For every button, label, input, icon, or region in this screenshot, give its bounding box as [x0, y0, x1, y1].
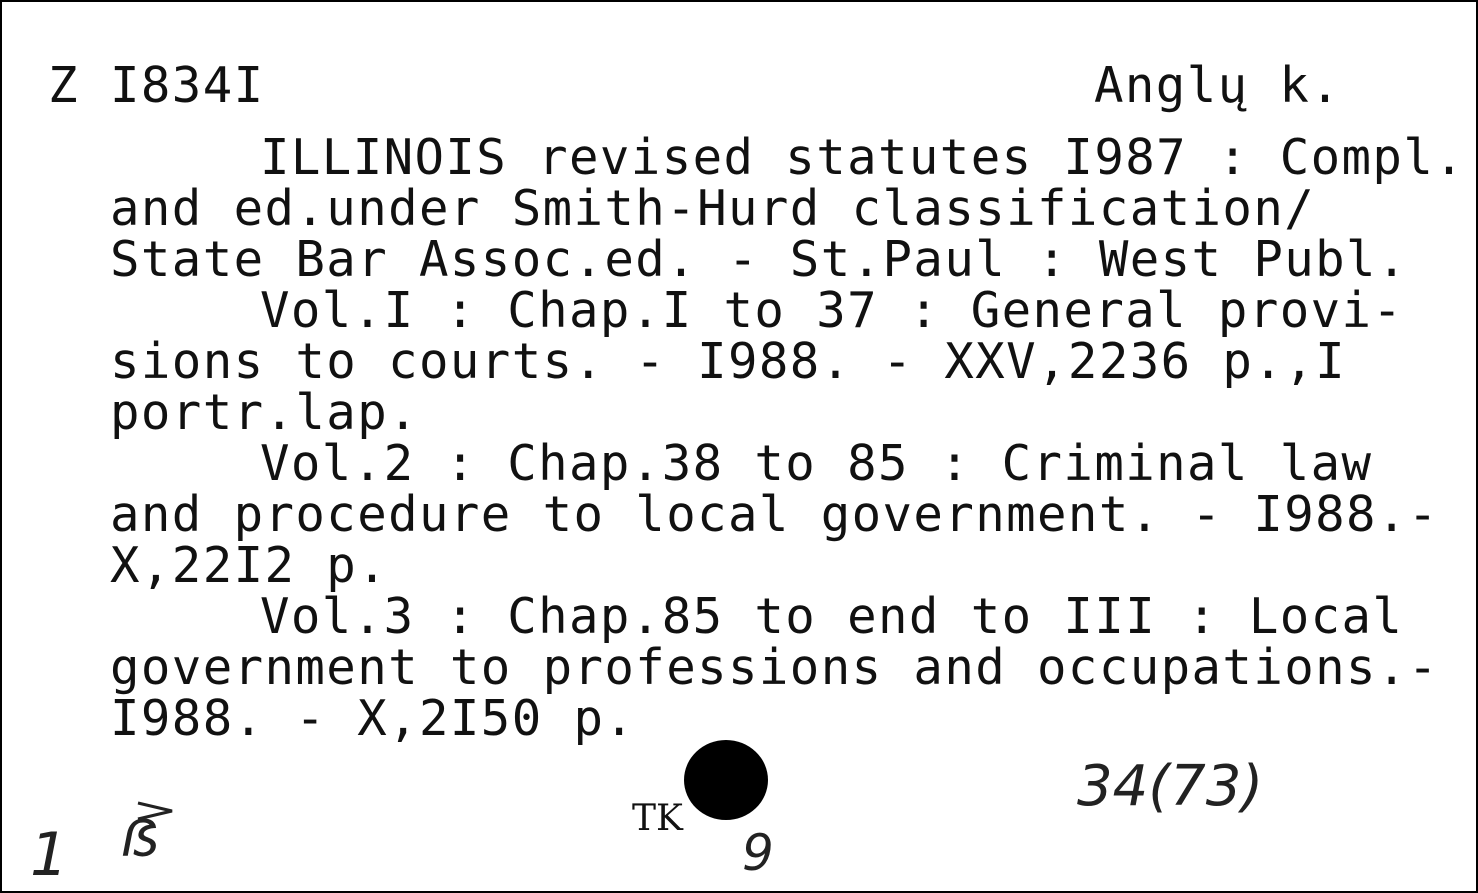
call-number: I834I — [110, 57, 265, 114]
body-line: and procedure to local government. - I988.- — [110, 486, 1439, 543]
call-number-prefix: Z — [48, 57, 79, 114]
body-line: and ed.under Smith-Hurd classification/ — [110, 180, 1316, 237]
handwritten-digit: 9 — [742, 824, 774, 882]
body-line: X,22I2 p. — [110, 537, 389, 594]
body-line: ILLINOIS revised statutes I987 : Compl. — [260, 129, 1466, 186]
body-line: portr.lap. — [110, 384, 420, 441]
body-line: Vol.2 : Chap.38 to 85 : Criminal law — [260, 435, 1373, 492]
punched-hole-mark — [682, 736, 782, 836]
stamp-label: TK — [632, 798, 683, 839]
body-line: State Bar Assoc.ed. - St.Paul : West Publ. — [110, 231, 1408, 288]
body-line: sions to courts. - I988. - XXV,2236 p.,I — [110, 333, 1347, 390]
handwritten-reference: 34(73) — [1077, 754, 1264, 819]
handwritten-count: 1 — [30, 820, 69, 890]
body-line: government to professions and occupations.- — [110, 639, 1439, 696]
body-line: Vol.3 : Chap.85 to end to III : Local — [260, 588, 1404, 645]
handwritten-initials: ẞ — [122, 810, 161, 868]
language-note: Anglų k. — [1094, 57, 1342, 114]
arrow-icon — [134, 797, 194, 827]
body-line: Vol.I : Chap.I to 37 : General provi- — [260, 282, 1404, 339]
body-line: I988. - X,2I50 p. — [110, 690, 636, 747]
